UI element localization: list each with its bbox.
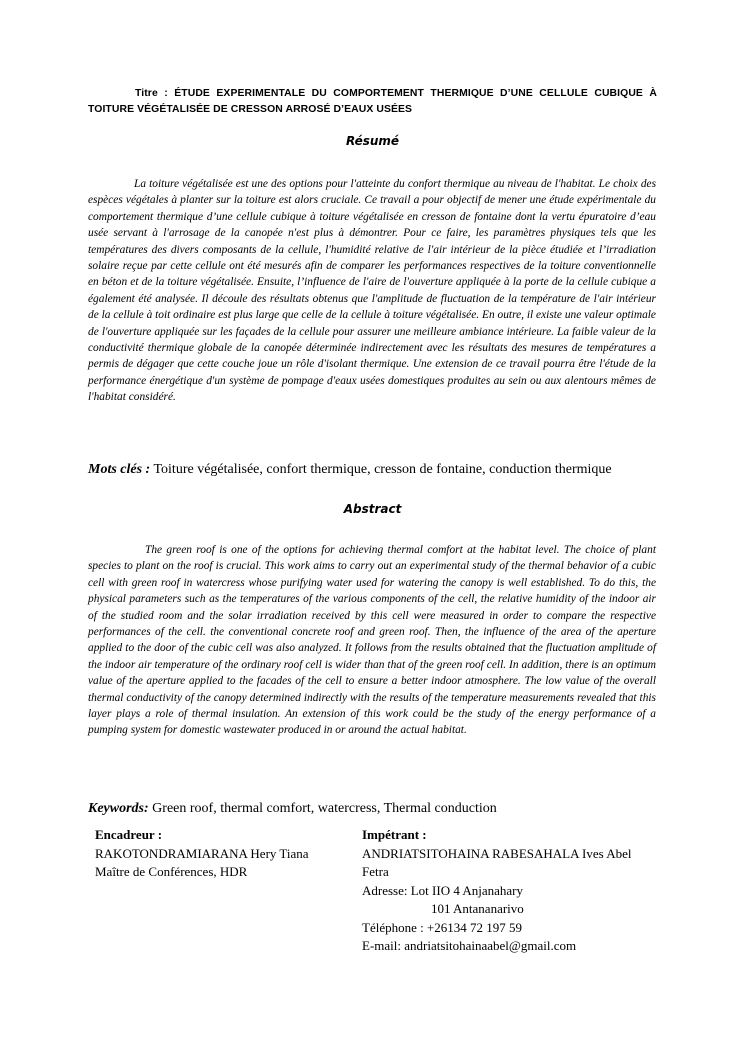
keywords-line [88, 800, 668, 818]
keywords-label: Keywords: [88, 801, 149, 816]
mots-cles-label: Mots clés : [88, 462, 151, 477]
encadreur-name: RAKOTONDRAMIARANA Hery Tiana [95, 845, 309, 861]
abstract-heading: Abstract [343, 502, 402, 516]
impetrant-address-line1: Adresse: Lot IIO 4 Anjanahary [362, 882, 524, 898]
impetrant-email: E-mail: andriatsitohainaabel@gmail.com [362, 938, 577, 953]
keywords-text: Green roof, thermal comfort, watercress, Thermal conduction [152, 801, 497, 816]
impetrant-heading: Impétrant : [362, 827, 427, 842]
abstract-paragraph: The green roof is one of the options for achieving thermal comfort at the habitat level. The choice of plant species to plant on the roof is crucial. This work aims to carry out an experimental study of the thermal behavior of a cubic cell with green roof in watercress whose purifying water used for watering the canopy is well established. To do this, the physical parameters such as the temperatures of the various components of the cell, the relative humidity of the indoor air of the studied room and the solar irradiation received by this cell were measured in order to compare the respective performances of the cell. the conventional concrete roof and green roof. Then, the influence of the area of the aperture applied to the door of the cubic cell was also analyzed. It follows from the results obtained that the fluctuation amplitude of the indoor air temperature of the ordinary roof cell is wider than that of the green roof cell. In addition, there is an optimum value of the aperture applied to the facades of the cell to ensure a better indoor atmosphere. The low value of the overall thermal conductivity of the canopy determined indirectly with the results of the temperature measurements revealed that this layer plays a role of thermal insulation. An extension of this work could be the study of the energy performance of a pumping system for domestic wastewater produced in or around the actual habitat. [88, 544, 656, 737]
impetrant-address-line2: 101 Antananarivo [431, 901, 524, 916]
impetrant-block [362, 826, 662, 956]
mots-cles-line [88, 461, 668, 479]
thesis-title [88, 86, 657, 118]
resume-paragraph: La toiture végétalisée est une des options pour l'atteinte du confort thermique au niveau de l'habitat. Le choix des espèces végétales à planter sur la toiture est alors cruciale. Ce travail a pour objectif de mener une étude expérimentale du comportement thermique d’une cellule cubique à toiture végétalisée en cresson de fontaine dont la vertu épuratoire d’eau usée servant à l'arrosage de la canopée n'est plus à démontrer. Pour ce faire, les paramètres physiques tels que les températures des divers composants de la cellule, l'humidité relative de l'air intérieur de la pièce étudiée et l’irradiation solaire reçue par cette cellule ont été mesurés afin de comparer les performances respectives de la toiture conventionnelle en béton et de la toiture végétalisée. Ensuite, l’influence de l'aire de l'ouverture appliquée à la porte de la cellule cubique a également été analysée. Il découle des résultats obtenus que l'amplitude de fluctuation de la température de l'air intérieur de la cellule à toit ordinaire est plus large que celle de la cellule à toiture végétalisée. En outre, il existe une valeur optimale de l'ouverture appliquée sur les façades de la cellule pour assurer une meilleure ambiance intérieure. La faible valeur de la conductivité thermique globale de la canopée déterminée indirectement avec les résultats des mesures de températures a permis de dégager que cette couche joue un rôle d'isolant thermique. Une extension de ce travail pourra être l'étude de la performance énergétique d'un système de pompage d'eaux usées domestiques produites au sein ou aux alentours mêmes de l'habitat considéré. [88, 178, 656, 404]
impetrant-name-line1: ANDRIATSITOHAINA RABESAHALA Ives Abel [362, 845, 632, 861]
encadreur-heading: Encadreur : [95, 827, 163, 842]
title-text: ÉTUDE EXPERIMENTALE DU COMPORTEMENT THERMIQUE D’UNE CELLULE CUBIQUE À TOITURE VÉGÉTALISÉE DE CRESSON ARROSÉ D’EAUX USÉES [88, 88, 657, 115]
impetrant-name-line2: Fetra [362, 864, 389, 879]
encadreur-role: Maître de Conférences, HDR [95, 864, 248, 879]
resume-heading: Résumé [345, 134, 400, 148]
title-label: Titre : [135, 88, 168, 99]
mots-cles-text: Toiture végétalisée, confort thermique, cresson de fontaine, conduction thermique [153, 462, 612, 477]
encadreur-block [95, 826, 345, 882]
impetrant-phone: Téléphone : +26134 72 197 59 [362, 919, 523, 935]
